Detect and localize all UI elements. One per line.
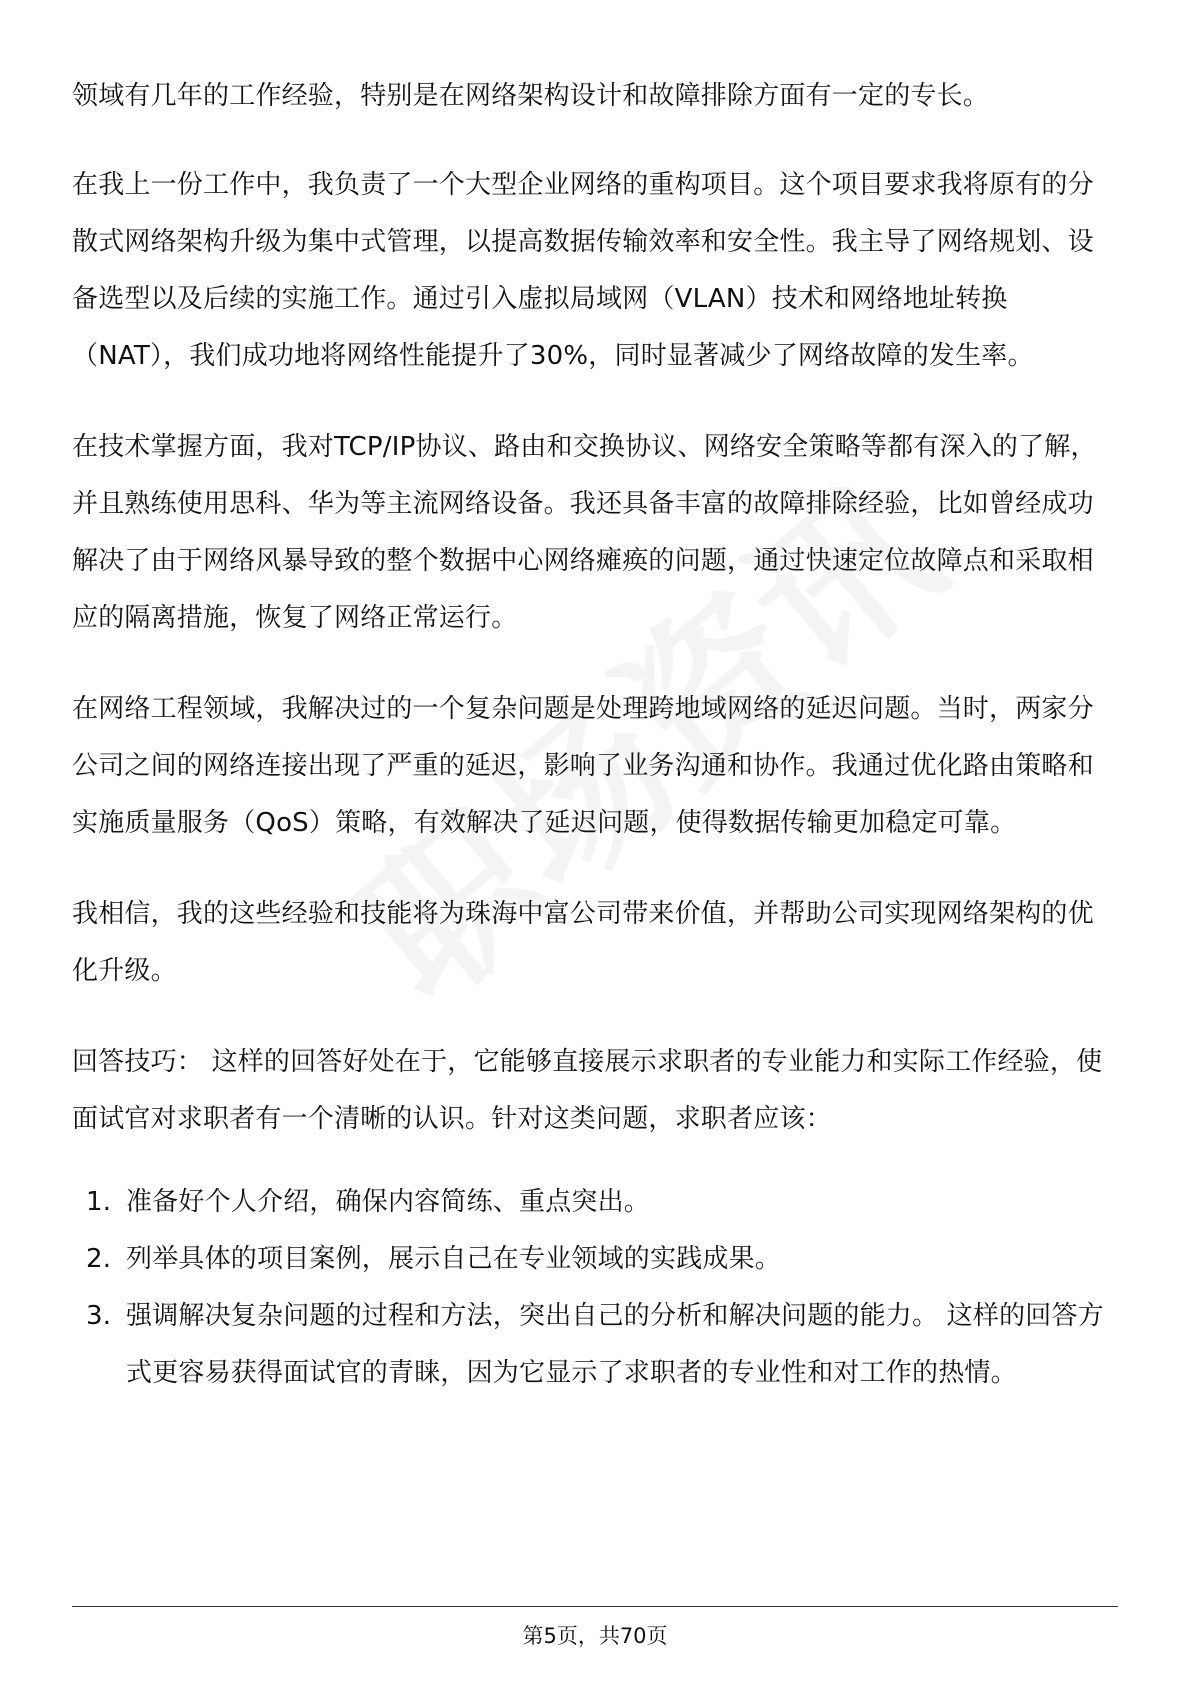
paragraph: 领域有几年的工作经验，特别是在网络架构设计和故障排除方面有一定的专长。	[72, 81, 990, 111]
paragraph: 在我上一份工作中，我负责了一个大型企业网络的重构项目。这个项目要求我将原有的分散式网络架构升级为集中式管理，以提高数据传输效率和安全性。我主导了网络规划、设备选型以及后续的实施工作。通过引入虚拟局域网（VLAN）技术和网络地址转换（NAT），我们成功地将网络性能提升了30%，同时显著减少了网络故障的发生率。	[72, 170, 1094, 371]
footer-divider	[72, 1606, 1118, 1607]
page-number: 第5页，共70页	[522, 1624, 668, 1648]
tips-list	[72, 1174, 1118, 1402]
paragraph: 在技术掌握方面，我对TCP/IP协议、路由和交换协议、网络安全策略等都有深入的了解，并且熟练使用思科、华为等主流网络设备。我还具备丰富的故障排除经验，比如曾经成功解决了由于网络风暴导致的整个数据中心网络瘫痪的问题，通过快速定位故障点和采取相应的隔离措施，恢复了网络正常运行。	[72, 432, 1097, 633]
list-item-text: 强调解决复杂问题的过程和方法，突出自己的分析和解决问题的能力。 这样的回答方式更容易获得面试官的青睐，因为它显示了求职者的专业性和对工作的热情。	[126, 1301, 1104, 1388]
document-body	[72, 68, 1118, 1402]
list-item	[72, 1288, 1118, 1402]
paragraph: 在网络工程领域，我解决过的一个复杂问题是处理跨地域网络的延迟问题。当时，两家分公司之间的网络连接出现了严重的延迟，影响了业务沟通和协作。我通过优化路由策略和实施质量服务（QoS）策略，有效解决了延迟问题，使得数据传输更加稳定可靠。	[72, 694, 1094, 838]
list-number: 3.	[86, 1301, 112, 1331]
list-item-text: 准备好个人介绍，确保内容简练、重点突出。	[126, 1187, 651, 1217]
paragraph: 我相信，我的这些经验和技能将为珠海中富公司带来价值，并帮助公司实现网络架构的优化升级。	[72, 899, 1094, 986]
list-item	[72, 1174, 1118, 1231]
list-number: 2.	[86, 1244, 112, 1274]
list-item-text: 列举具体的项目案例，展示自己在专业领域的实践成果。	[126, 1244, 782, 1274]
list-number: 1.	[86, 1187, 112, 1217]
list-item	[72, 1231, 1118, 1288]
answer-tips-intro: 回答技巧： 这样的回答好处在于，它能够直接展示求职者的专业能力和实际工作经验，使面试官对求职者有一个清晰的认识。针对这类问题，求职者应该：	[72, 1047, 1103, 1134]
